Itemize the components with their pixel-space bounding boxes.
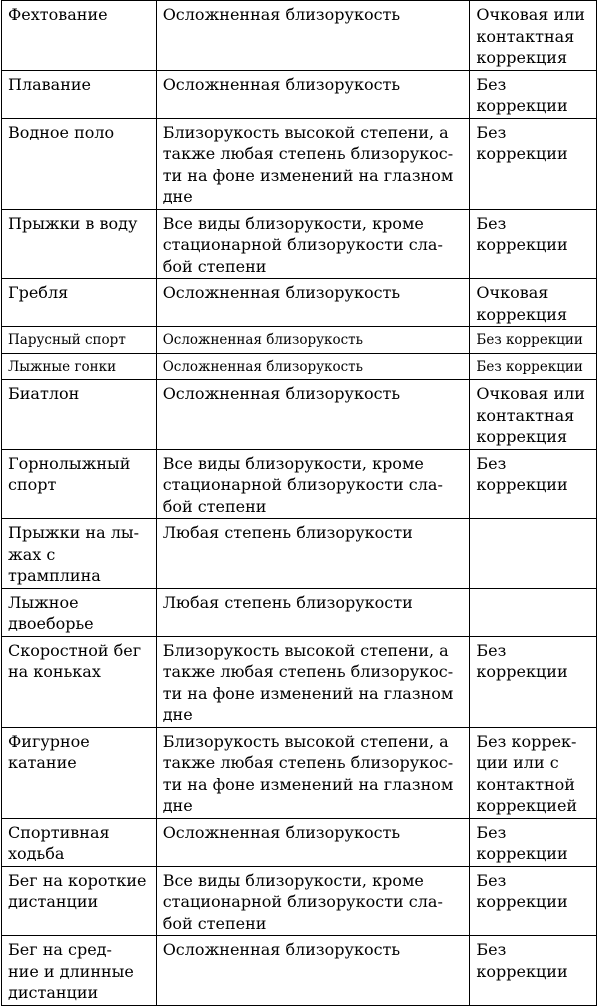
- table-row: [2, 327, 597, 354]
- sport-cell: [2, 209, 157, 279]
- condition-cell-text: Осложненная близорукость: [162, 283, 401, 302]
- correction-cell: [470, 118, 597, 209]
- condition-cell: [156, 327, 470, 354]
- correction-cell: [470, 279, 597, 327]
- sport-cell-text: Фехтование: [8, 5, 108, 24]
- table-row: [2, 866, 597, 936]
- condition-cell-text: Осложненная близорукость: [162, 940, 401, 959]
- sports-myopia-table: [1, 0, 597, 1006]
- condition-cell: [156, 449, 470, 519]
- condition-cell: [156, 818, 470, 866]
- sport-cell: [2, 380, 157, 450]
- sport-cell-text: Гребля: [8, 283, 69, 302]
- sport-cell: [2, 1, 157, 71]
- sport-cell-text: Прыжки в воду: [8, 213, 138, 233]
- sport-cell-text: Лыжные гонки: [8, 358, 117, 375]
- condition-cell: [156, 636, 470, 727]
- correction-cell-text: Без коррек- ции или с контактной коррекцией: [476, 731, 578, 815]
- table-row: [2, 209, 597, 279]
- condition-cell: [156, 588, 470, 636]
- condition-cell-text: Осложненная близорукость: [162, 358, 363, 375]
- correction-cell-text: Без коррекции: [476, 122, 568, 163]
- condition-cell-text: Все виды близорукости, кроме стационарной близорукости сла- бой степени: [162, 453, 443, 516]
- sport-cell-text: Фигурное катание: [8, 731, 90, 772]
- correction-cell: [470, 588, 597, 636]
- correction-cell: [470, 449, 597, 519]
- table-row: [2, 727, 597, 818]
- sport-cell: [2, 866, 157, 936]
- condition-cell: [156, 70, 470, 118]
- sport-cell: [2, 588, 157, 636]
- correction-cell: [470, 1, 597, 71]
- sport-cell-text: Бег на короткие дистанции: [8, 870, 147, 911]
- correction-cell: [470, 519, 597, 589]
- sport-cell-text: Бег на сред- ние и длинные дистанции: [8, 940, 134, 1002]
- correction-cell: [470, 936, 597, 1006]
- condition-cell: [156, 209, 470, 279]
- condition-cell-text: Любая степень близорукости: [162, 523, 413, 542]
- table-row: [2, 118, 597, 209]
- correction-cell-text: Без коррекции: [476, 822, 568, 863]
- sport-cell: [2, 118, 157, 209]
- table-body: [2, 1, 597, 1006]
- correction-cell-text: Без коррекции: [476, 74, 568, 115]
- condition-cell-text: Любая степень близорукости: [162, 592, 413, 612]
- sport-cell: [2, 636, 157, 727]
- condition-cell-text: Осложненная близорукость: [162, 74, 401, 94]
- condition-cell-text: Близорукость высокой степени, а также любая степень близорукос- ти на фоне изменений на глазном дне: [162, 122, 454, 206]
- condition-cell-text: Все виды близорукости, кроме стационарной близорукости сла- бой степени: [162, 870, 443, 933]
- condition-cell: [156, 353, 470, 380]
- sport-cell-text: Скоростной бег на коньках: [8, 640, 142, 681]
- sport-cell: [2, 70, 157, 118]
- table-row: [2, 380, 597, 450]
- correction-cell: [470, 380, 597, 450]
- condition-cell-text: Осложненная близорукость: [162, 332, 363, 348]
- sport-cell-text: Прыжки на лы- жах с трамплина: [8, 523, 139, 585]
- correction-cell-text: Очковая или контактная коррекция: [476, 384, 585, 446]
- table-row: [2, 279, 597, 327]
- correction-cell-text: Без коррекции: [476, 453, 568, 494]
- condition-cell-text: Близорукость высокой степени, а также любая степень близорукос- ти на фоне изменений на глазном дне: [162, 731, 454, 815]
- correction-cell: [470, 866, 597, 936]
- condition-cell-text: Все виды близорукости, кроме стационарной близорукости сла- бой степени: [162, 213, 443, 276]
- condition-cell: [156, 866, 470, 936]
- correction-cell: [470, 727, 597, 818]
- sport-cell-text: Спортивная ходьба: [8, 822, 110, 863]
- sport-cell-text: Парусный спорт: [8, 332, 126, 348]
- correction-cell: [470, 327, 597, 354]
- sport-cell-text: Водное поло: [8, 122, 115, 142]
- table-row: [2, 70, 597, 118]
- table-row: [2, 588, 597, 636]
- condition-cell-text: Осложненная близорукость: [162, 822, 401, 842]
- table-row: [2, 1, 597, 71]
- sport-cell: [2, 519, 157, 589]
- table-row: [2, 353, 597, 380]
- sport-cell: [2, 279, 157, 327]
- condition-cell: [156, 279, 470, 327]
- condition-cell: [156, 380, 470, 450]
- sport-cell: [2, 818, 157, 866]
- correction-cell-text: Без коррекции: [476, 870, 568, 911]
- condition-cell: [156, 1, 470, 71]
- sport-cell-text: Плавание: [8, 74, 91, 94]
- sport-cell: [2, 449, 157, 519]
- table-row: [2, 936, 597, 1006]
- correction-cell-text: Без коррекции: [476, 640, 568, 681]
- correction-cell-text: Без коррекции: [476, 358, 583, 375]
- condition-cell: [156, 118, 470, 209]
- correction-cell: [470, 353, 597, 380]
- sport-cell: [2, 936, 157, 1006]
- correction-cell-text: Без коррекции: [476, 332, 583, 348]
- correction-cell-text: Очковая коррекция: [476, 283, 568, 324]
- correction-cell-text: Очковая или контактная коррекция: [476, 5, 585, 67]
- sport-cell: [2, 353, 157, 380]
- sport-cell-text: Лыжное двоеборье: [8, 592, 94, 633]
- condition-cell-text: Осложненная близорукость: [162, 5, 401, 24]
- sport-cell-text: Горнолыжный спорт: [8, 453, 131, 494]
- correction-cell: [470, 70, 597, 118]
- correction-cell-text: Без коррекции: [476, 940, 568, 981]
- table-row: [2, 818, 597, 866]
- correction-cell: [470, 209, 597, 279]
- condition-cell: [156, 936, 470, 1006]
- sport-cell: [2, 327, 157, 354]
- condition-cell: [156, 519, 470, 589]
- table-row: [2, 519, 597, 589]
- correction-cell: [470, 636, 597, 727]
- condition-cell-text: Близорукость высокой степени, а также любая степень близорукос- ти на фоне изменений на глазном дне: [162, 640, 454, 724]
- sport-cell-text: Биатлон: [8, 384, 80, 403]
- condition-cell: [156, 727, 470, 818]
- sport-cell: [2, 727, 157, 818]
- table-row: [2, 636, 597, 727]
- correction-cell: [470, 818, 597, 866]
- table-row: [2, 449, 597, 519]
- correction-cell-text: Без коррекции: [476, 213, 568, 254]
- condition-cell-text: Осложненная близорукость: [162, 384, 401, 403]
